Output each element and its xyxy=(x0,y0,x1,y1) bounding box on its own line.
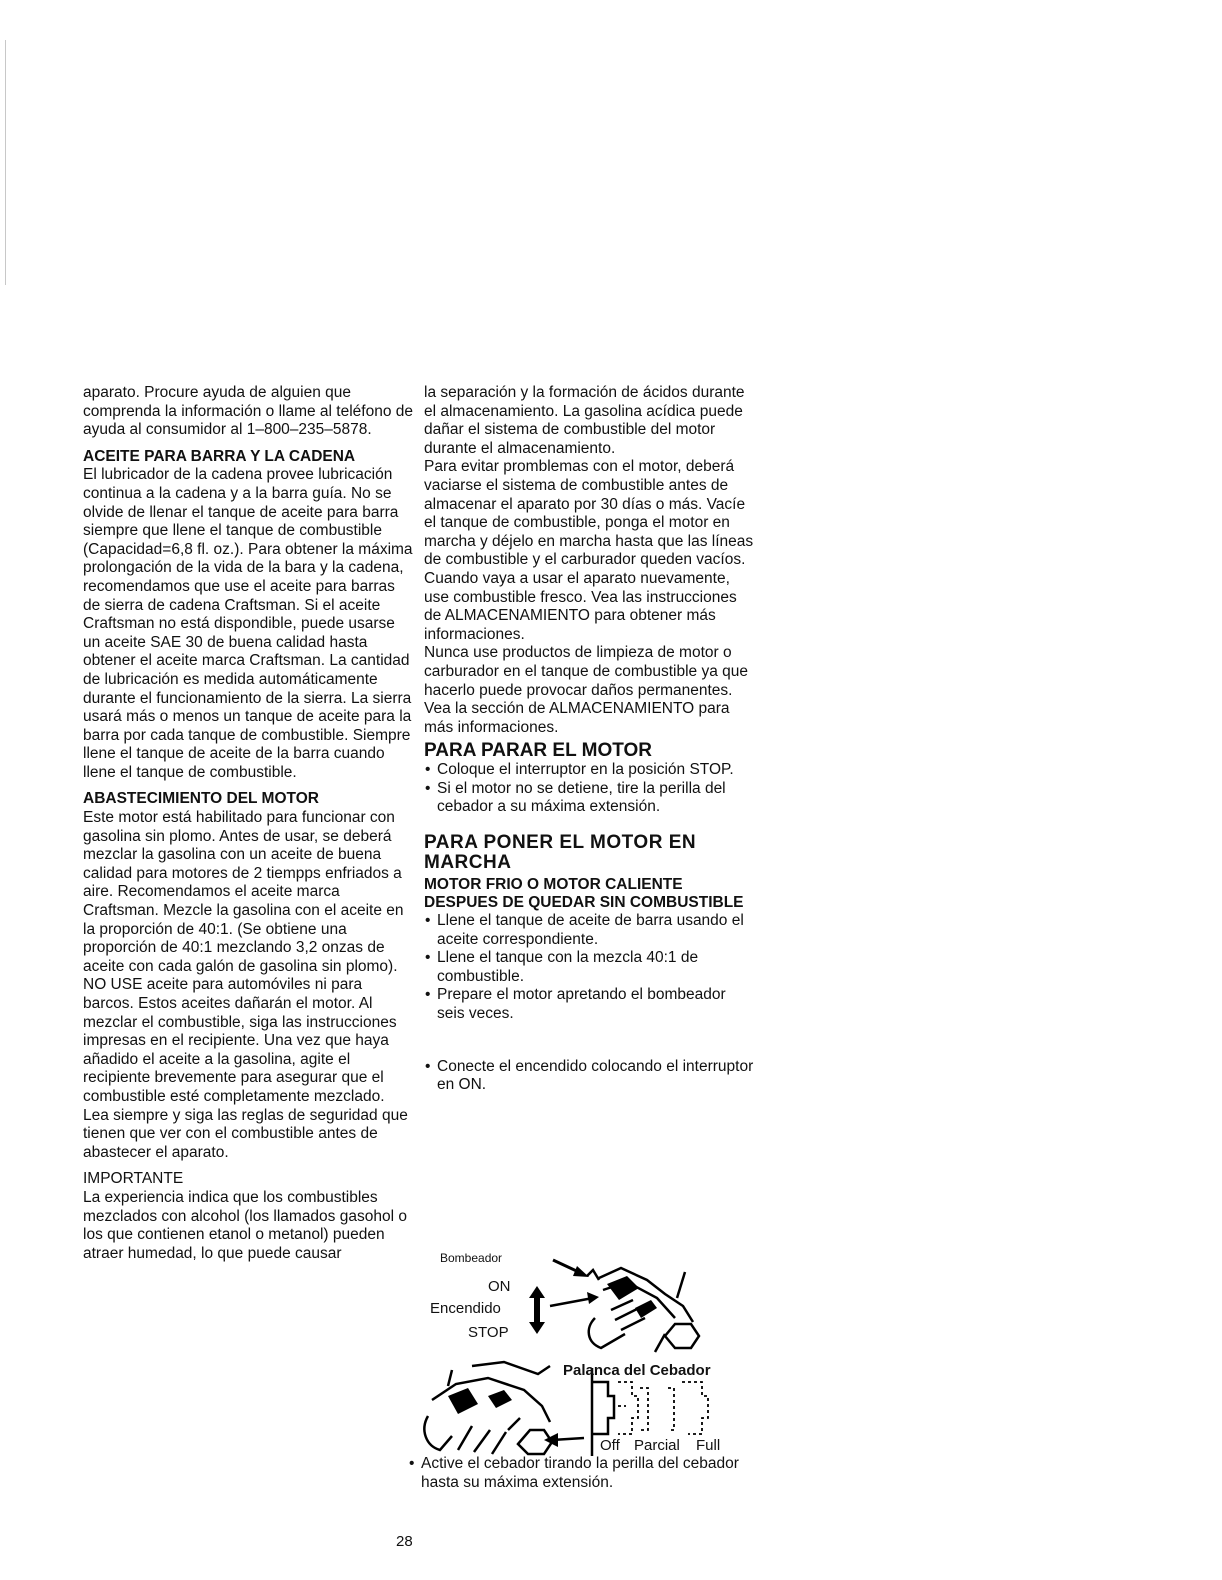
start-bullet-3: • Prepare el motor apretando el bombeador seis veces. xyxy=(424,986,754,1023)
stop-bullet-1: • Coloque el interruptor en la posición STOP. xyxy=(424,761,754,780)
ignition-bullet-list xyxy=(424,1058,754,1095)
fuel-section-body: Este motor está habilitado para funcionar con gasolina sin plomo. Antes de usar, se deberá mezclar la gasolina con un aceite de buena calidad para motores de 2 tiempps enfriados a aire. Recomendamos el aceite marca Craftsman. Mezcle la gasolina con el aceite en la proporción de 40:1. (Se obtiene una proporción de 40:1 mezclando 3,2 onzas de aceite con cada galón de gasolina sin plomo). NO USE aceite para automóviles ni para barcos. Estos aceites dañarán el motor. Al mezclar el combustible, siga las instrucciones impresas en el recipiente. Una vez que haya añadido el aceite a la gasolina, agite el recipiente brevemente para asegurar que el combustible esté completamente mezclado. Lea siempre y siga las reglas de seguridad que tienen que ver con el combustible antes de abastecer el aparato. xyxy=(83,809,408,1161)
important-section-body: La experiencia indica que los combustibles mezclados con alcohol (los llamados gasohol o los que contienen etanol o metanol) pueden atraer humedad, lo que puede causar xyxy=(83,1188,407,1262)
label-choke-partial: Parcial xyxy=(634,1437,680,1454)
choke-bullet-list xyxy=(408,1455,753,1492)
choke-saw-drawing xyxy=(424,1362,552,1454)
cleaners-paragraph: Nunca use productos de limpieza de motor o carburador en el tanque de combustible ya que hacerlo puede provocar daños permanentes. xyxy=(424,644,748,699)
label-switch: Encendido xyxy=(430,1300,501,1317)
choke-partial-full-outline xyxy=(618,1382,708,1434)
page-number: 28 xyxy=(396,1533,413,1550)
important-section-heading: IMPORTANTE xyxy=(83,1170,184,1188)
see-storage-paragraph: Vea la sección de ALMACENAMIENTO para más informaciones. xyxy=(424,700,730,736)
fuel-section-heading: ABASTECIMIENTO DEL MOTOR xyxy=(83,790,319,808)
switch-pointer-arrowhead xyxy=(587,1292,599,1304)
ignition-figure xyxy=(515,1248,715,1360)
start-bullet-list xyxy=(424,912,754,1024)
oil-section-body: El lubricador de la cadena provee lubricación continua a la cadena y a la barra guía. No se olvide de llenar el tanque de aceite para barra siempre que llene el tanque de combustible (Capacidad=6,8 fl. oz.). Para obtener la máxima prolongación de la vida de la bara y la cadena, recomendamos que use el aceite para barras de sierra de cadena Craftsman. Si el aceite Craftsman no está dispondible, puede usarse un aceite SAE 30 de buena calidad hasta obtener el aceite marca Craftsman. La cantidad de lubricación es medida automáticamente durante el funcionamiento de la sierra. La sierra usará más o menos un tanque de aceite para la barra por cada tanque de combustible. Siempre llene el tanque de aceite de la barra cuando llene el tanque de combustible. xyxy=(83,466,413,781)
storage-paragraph: Para evitar promblemas con el motor, deberá vaciarse el sistema de combustible antes de almacenar el aparato por 30 días o más. Vacíe el tanque de combustible, ponga el motor en marcha y déjelo en marcha hasta que las líneas de combustible y el carburador queden vacíos. Cuando vaya a usar el aparato nuevamente, use combustible fresco. Vea las instrucciones de ALMACENAMIENTO para obtener más informaciones. xyxy=(424,458,754,643)
label-on: ON xyxy=(488,1278,511,1295)
start-bullet-2: • Llene el tanque con la mezcla 40:1 de combustible. xyxy=(424,949,754,986)
label-choke-full: Full xyxy=(696,1437,721,1454)
right-intro-paragraph: la separación y la formación de ácidos durante el almacenamiento. La gasolina acídica puede dañar el sistema de combustible del motor durante el almacenamiento. xyxy=(424,384,745,457)
choke-saw-dark-parts xyxy=(448,1388,512,1414)
right-column xyxy=(424,384,754,1095)
scan-edge-line xyxy=(5,40,6,285)
label-stop: STOP xyxy=(468,1324,509,1341)
label-primer: Bombeador xyxy=(440,1251,503,1265)
choke-bullet-container xyxy=(408,1455,753,1492)
label-choke-off: Off xyxy=(600,1437,620,1454)
start-bullet-1: • Llene el tanque de aceite de barra usando el aceite correspondiente. xyxy=(424,912,754,949)
left-column xyxy=(83,384,413,1263)
on-stop-arrow-icon xyxy=(529,1286,545,1334)
left-intro-paragraph: aparato. Procure ayuda de alguien que comprenda la información o llame al teléfono de ayuda al consumidor al 1–800–235–5878. xyxy=(83,384,413,439)
choke-bullet: • Active el cebador tirando la perilla del cebador hasta su máxima extensión. xyxy=(408,1455,753,1492)
label-choke-title: Palanca del Cebador xyxy=(563,1362,711,1379)
start-section-subheading: MOTOR FRIO O MOTOR CALIENTE DESPUES DE QUEDAR SIN COMBUSTIBLE xyxy=(424,876,744,912)
stop-bullet-2: • Si el motor no se detiene, tire la perilla del cebador a su máxima extensión. xyxy=(424,780,754,817)
stop-section-heading: PARA PARAR EL MOTOR xyxy=(424,740,653,762)
switch-pointer-arrow xyxy=(550,1298,593,1306)
start-section-heading: PARA PONER EL MOTOR EN MARCHA xyxy=(424,832,697,874)
ignition-bullet: • Conecte el encendido colocando el interruptor en ON. xyxy=(424,1058,754,1095)
stop-bullet-list xyxy=(424,761,754,817)
oil-section-heading: ACEITE PARA BARRA Y LA CADENA xyxy=(83,447,356,465)
